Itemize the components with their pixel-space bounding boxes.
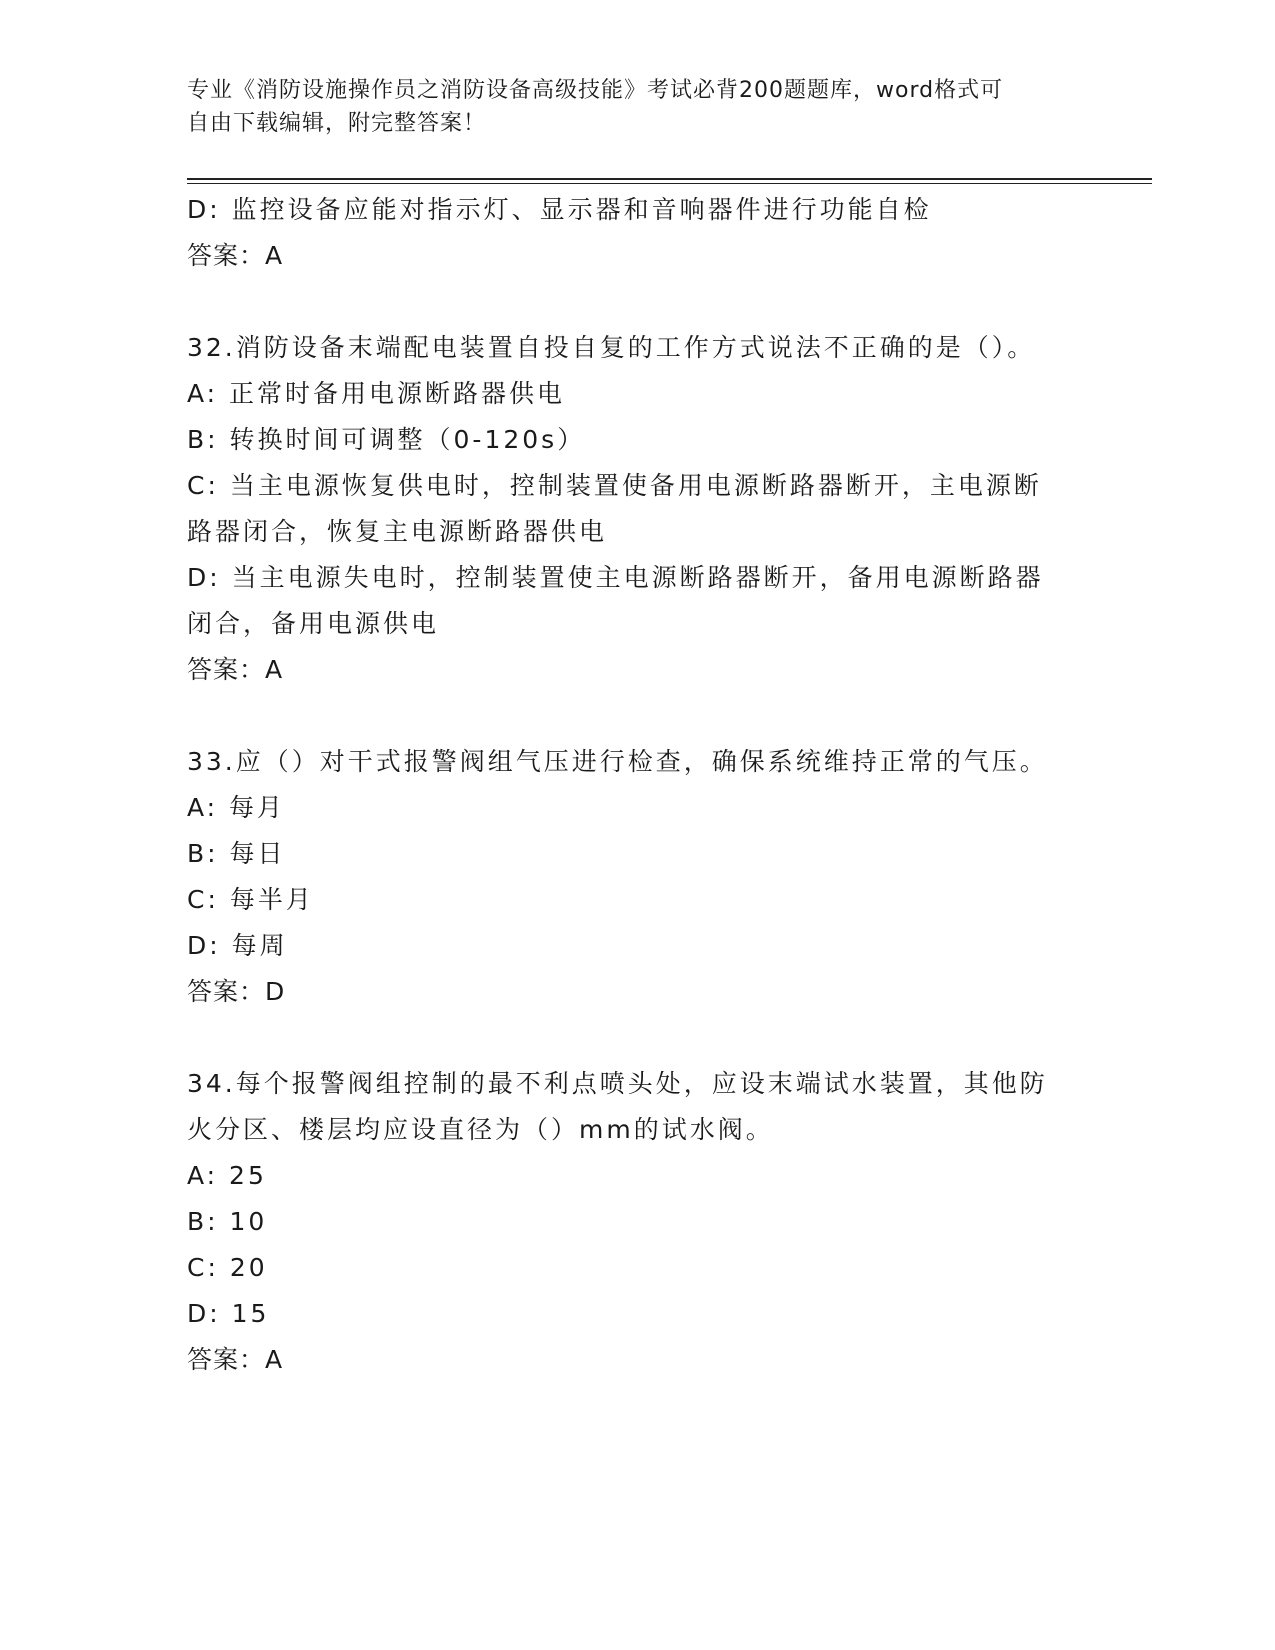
carryover-option-d: D: 监控设备应能对指示灯、显示器和音响器件进行功能自检 — [187, 195, 932, 224]
question-content — [187, 187, 1087, 1383]
spacer — [187, 693, 1087, 739]
option-d: D: 15 — [187, 1299, 270, 1328]
question-stem: 34.每个报警阀组控制的最不利点喷头处，应设末端试水装置，其他防 — [187, 1069, 1048, 1098]
question-34 — [187, 1061, 1087, 1383]
option-a: A: 每月 — [187, 793, 286, 822]
option-a: A: 25 — [187, 1161, 267, 1190]
option-d: D: 当主电源失电时，控制装置使主电源断路器断开，备用电源断路器 — [187, 563, 1044, 592]
answer: 答案：A — [187, 1345, 284, 1374]
question-33 — [187, 739, 1087, 1015]
header-line-1: 专业《消防设施操作员之消防设备高级技能》考试必背200题题库，word格式可 — [187, 78, 1004, 103]
option-a: A: 正常时备用电源断路器供电 — [187, 379, 566, 408]
question-32 — [187, 325, 1087, 693]
option-c: C: 当主电源恢复供电时，控制装置使备用电源断路器断开，主电源断 — [187, 471, 1042, 500]
question-stem: 33.应（）对干式报警阀组气压进行检查，确保系统维持正常的气压。 — [187, 747, 1048, 776]
answer: 答案：A — [187, 655, 284, 684]
answer: 答案：D — [187, 977, 286, 1006]
option-d: D: 每周 — [187, 931, 288, 960]
page-header — [187, 74, 1077, 140]
option-c: C: 20 — [187, 1253, 268, 1282]
option-d-continued: 闭合，备用电源供电 — [187, 609, 440, 638]
spacer — [187, 279, 1087, 325]
option-c: C: 每半月 — [187, 885, 314, 914]
carryover-answer: 答案：A — [187, 241, 284, 270]
header-divider-thin — [187, 183, 1152, 184]
option-c-continued: 路器闭合，恢复主电源断路器供电 — [187, 517, 608, 546]
option-b: B: 每日 — [187, 839, 286, 868]
option-b: B: 转换时间可调整（0-120s） — [187, 425, 586, 454]
header-divider — [187, 178, 1152, 180]
question-stem-continued: 火分区、楼层均应设直径为（）mm的试水阀。 — [187, 1115, 774, 1144]
header-line-2: 自由下载编辑，附完整答案！ — [187, 111, 487, 136]
spacer — [187, 1015, 1087, 1061]
question-stem: 32.消防设备末端配电装置自投自复的工作方式说法不正确的是（）。 — [187, 333, 1036, 362]
option-b: B: 10 — [187, 1207, 268, 1236]
